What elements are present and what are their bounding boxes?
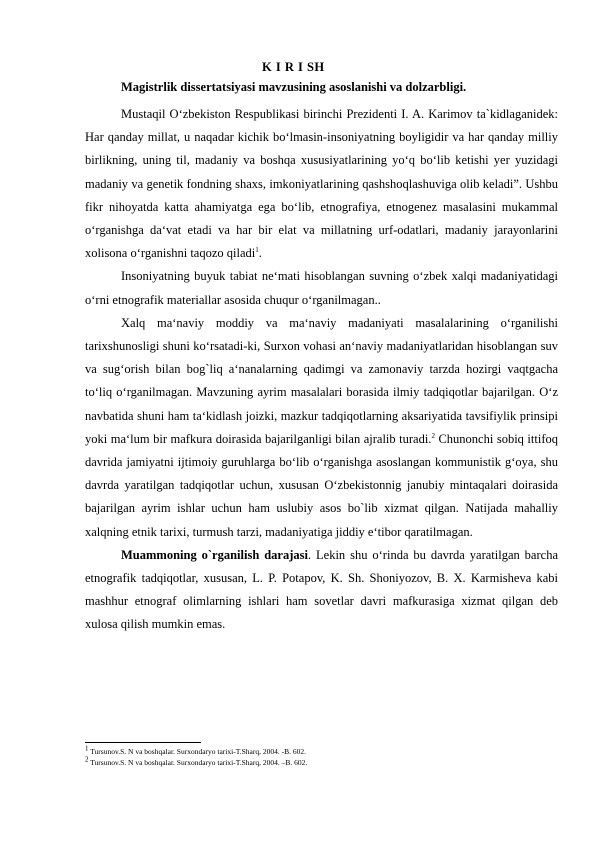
footnote-1-text: Tursunov.S. N va boshqalar. Surxondaryo tarixi-T.Sharq, 2004. -B. 602. [88,747,306,756]
paragraph-4-text: . Lekin shu o‘rinda bu davrda yaratilgan barcha etnografik tadqiqotlar, xususan, L. P. Potapov, K. Sh. Shoniyozov, B. X. Karmisheva kabi mashhur etnograf olimlarning ishlari ham sovetlar davri mafkurasiga xizmat qilgan deb xulosa qilish mumkin emas. [85,547,558,632]
paragraph-3-text-b: Chunonchi sobiq ittifoq davrida jamiyatni ijtimoiy guruhlarga bo‘lib o‘rganishga asoslangan kommunistik g‘oya, shu davrda yaratilgan tadqiqotlar uchun, xususan O‘zbekistonnig janubiy mintaqalari doirasida bajarilgan ayrim ishlar uchun ham uslubiy asos bo`lib xizmat qilgan. Natijada mahalliy xalqning etnik tarixi, turmush tarzi, madaniyatiga jiddiy e‘tibor qaratilmagan. [85,431,558,539]
footnote-ref-2[interactable]: 2 [431,431,435,440]
footnote-1 [85,746,555,757]
footnote-2-text: Tursunov.S. N va boshqalar. Surxondaryo tarixi-T.Sharq, 2004. –B. 602. [88,758,308,767]
footnotes [85,746,555,768]
paragraph-3-text-a: Xalq ma‘naviy moddiy va ma‘naviy madaniyati masalalarining o‘rganilishi tarixshunosligi shuni ko‘rsatadi-ki, Surxon vohasi an‘naviy madaniyatlaridan hisoblangan suv va sug‘orish bilan bog`liq a‘nanalarning qadimgi va zamonaviy tarzda hozirgi vaqtgacha to‘liq o‘rganilmagan. Mavzuning ayrim masalalari borasida ilmiy tadqiqotlar bajarilgan. O‘z navbatida shuni ham ta‘kidlash joizki, mazkur tadqiqotlarning aksariyatida tavsifiylik prinsipi yoki ma‘lum bir mafkura doirasida bajarilganligi bilan ajralib turadi. [85,315,558,446]
footnote-ref-1[interactable]: 1 [255,246,259,255]
page-title: K I R I SH [262,60,325,74]
paragraph-4 [85,544,558,637]
body-text [85,103,558,637]
paragraph-1 [85,103,558,265]
footnote-1-number: 1 [85,744,89,753]
section-subtitle: Magistrlik dissertatsiyasi mavzusining asoslanishi va dolzarbligi. [121,80,467,94]
footnote-divider [85,742,201,743]
paragraph-4-heading: Muammoning o`rganilish darajasi [121,547,308,562]
paragraph-2: Insoniyatning buyuk tabiat ne‘mati hisoblangan suvning o‘zbek xalqi madaniyatidagi o‘rni etnografik materiallar asosida chuqur o‘rganilmagan.. [85,269,558,307]
paragraph-1-end: . [258,246,262,261]
footnote-2-number: 2 [85,755,89,764]
paragraph-1-text: Mustaqil O‘zbekiston Respublikasi birinchi Prezidenti I. A. Karimov ta`kidlaganidek: Har qanday millat, u naqadar kichik bo‘lmasin-insoniyatning boyligidir va har qanday milliy birlikning, uning til, madaniy va boshqa xususiyatlarining yo‘q bo‘lib ketishi yer yuzidagi madaniy va genetik fondning shaxs, imkoniyatlarining qashshoqlashuviga olib keladi”. Ushbu fikr nihoyatda katta ahamiyatga ega bo‘lib, etnografiya, etnogenez masalasini mukammal o‘rganishga da‘vat etadi va har bir elat va millatning urf-odatlari, madaniy jarayonlarini xolisona o‘rganishni taqozo qiladi [85,107,558,261]
footnote-2 [85,757,555,768]
paragraph-3 [85,312,558,544]
